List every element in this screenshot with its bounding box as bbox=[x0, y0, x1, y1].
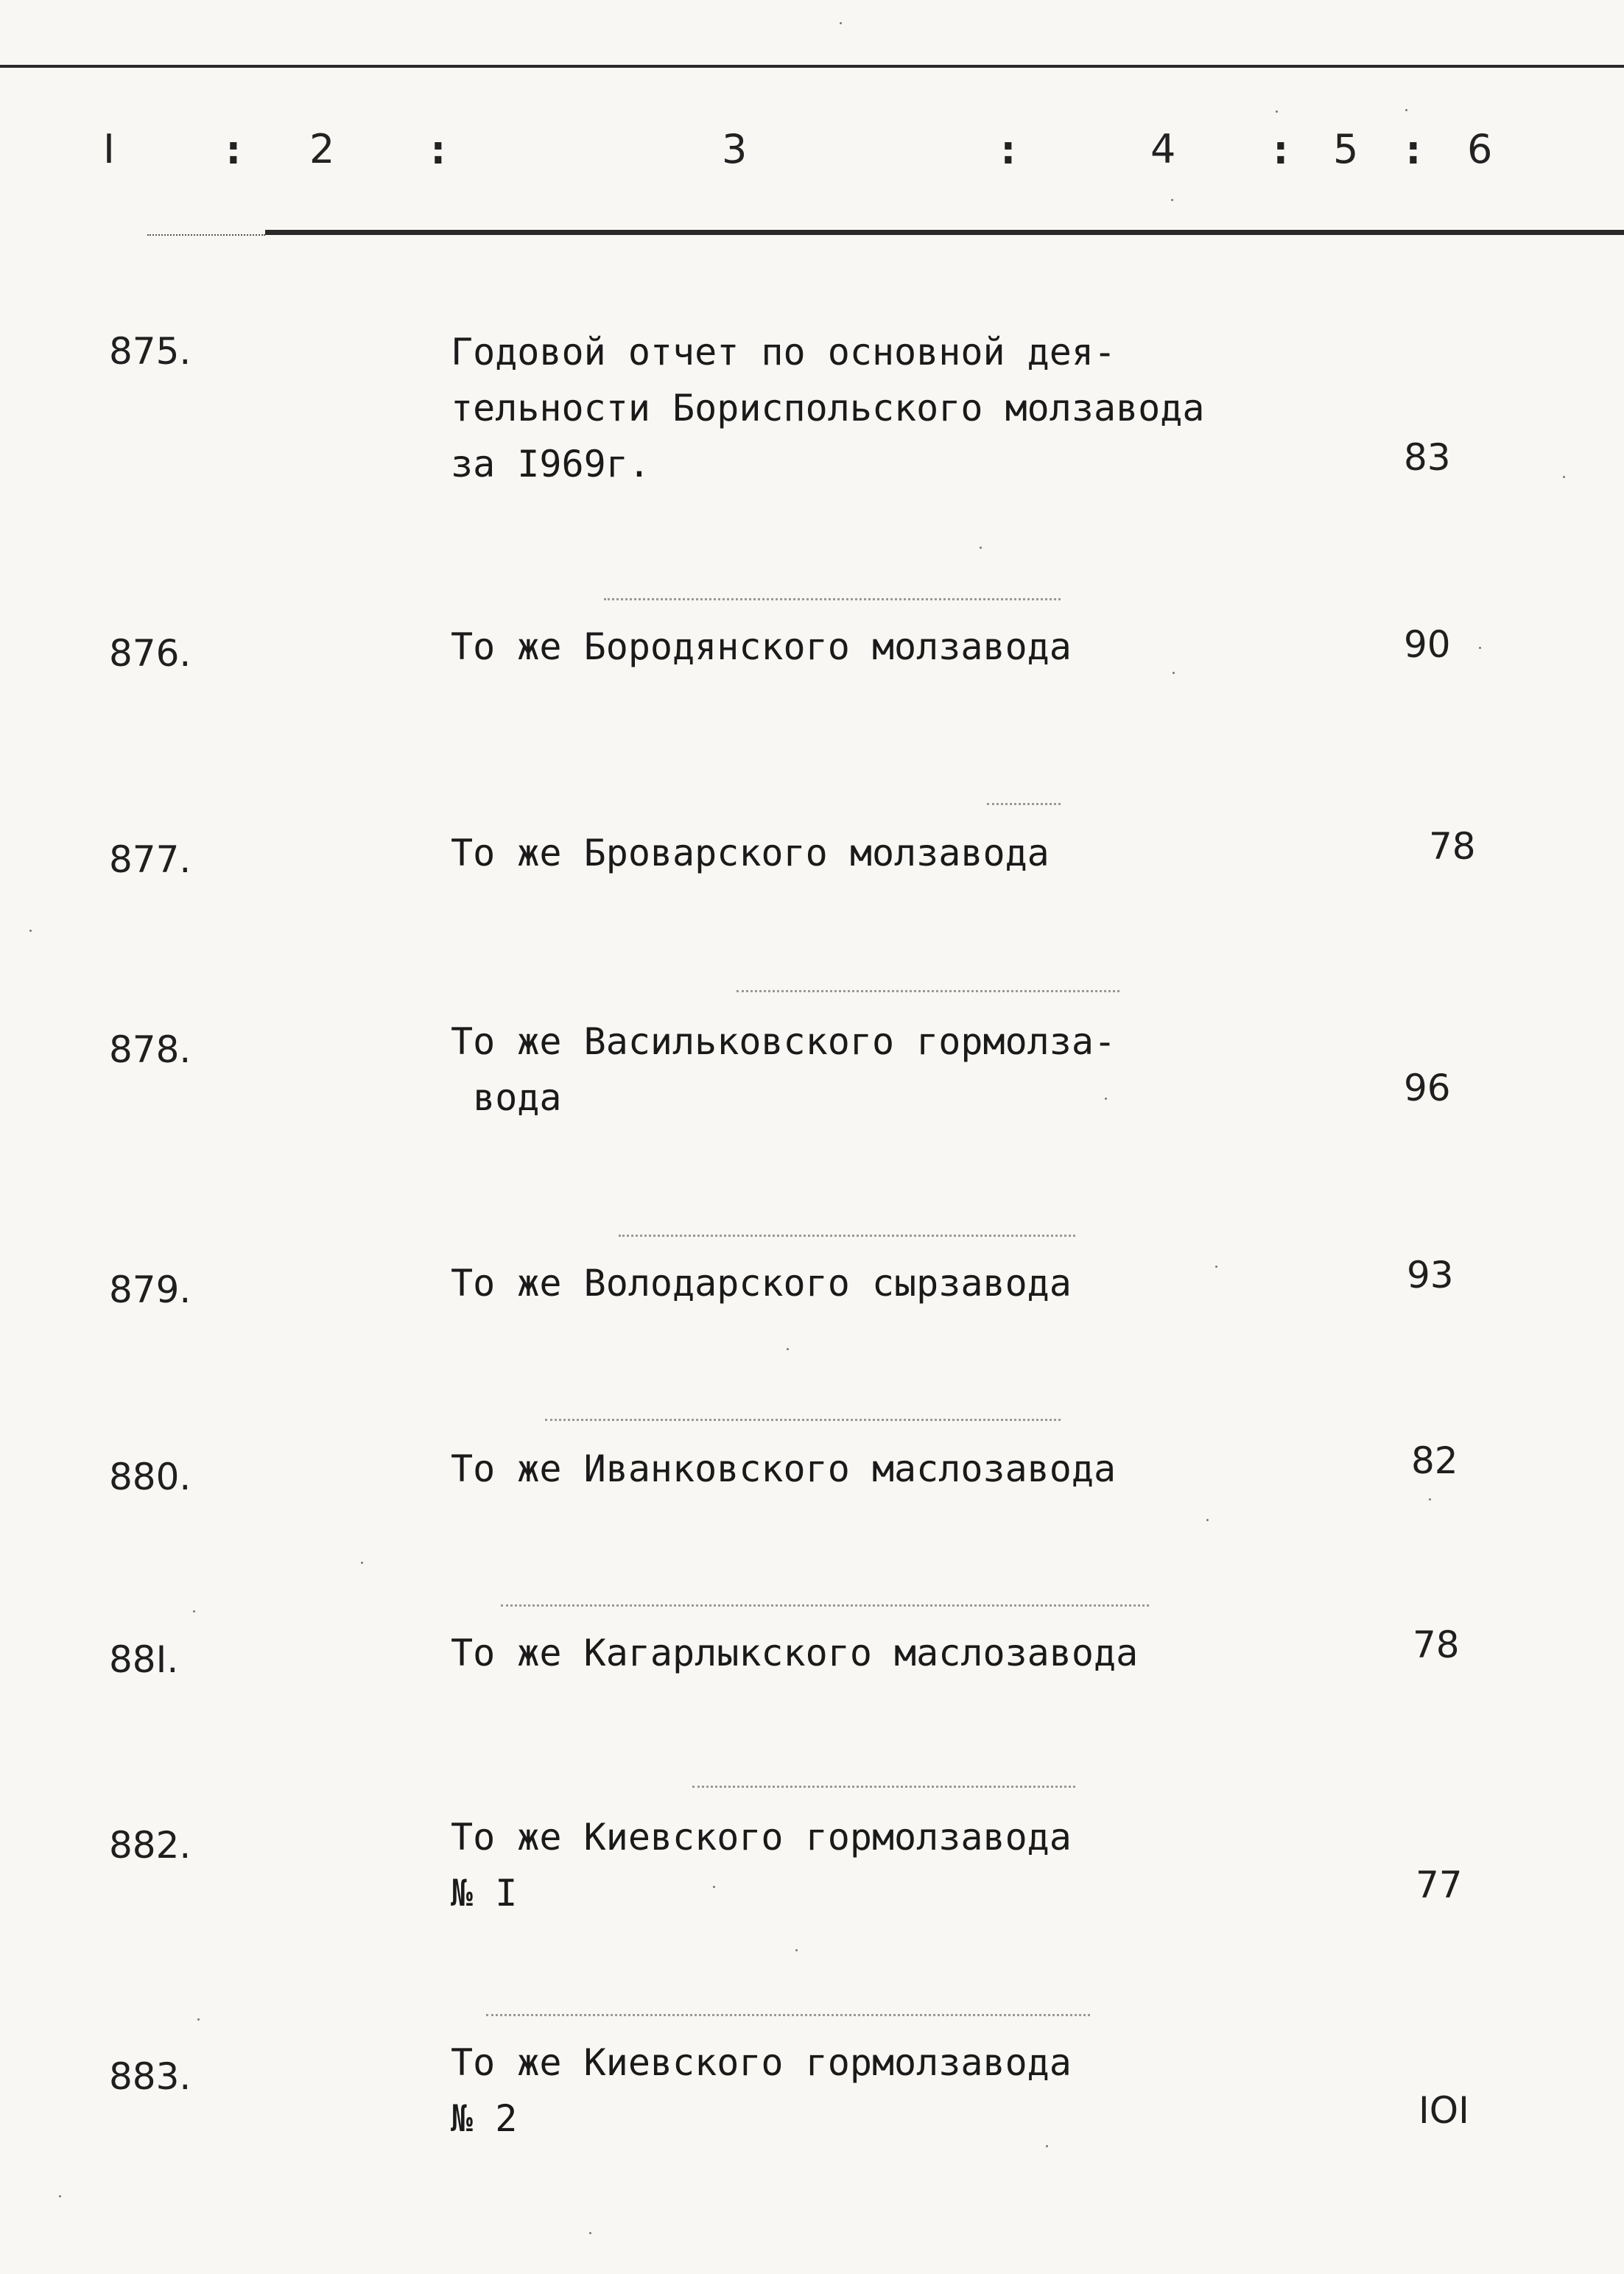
scan-speck bbox=[1405, 109, 1407, 111]
scan-speck bbox=[980, 547, 982, 549]
entry-title-line: То же Кагарлыкского маслозавода bbox=[451, 1632, 1139, 1674]
entry-number: 882. bbox=[109, 1824, 191, 1867]
header-bottom-rule-faint bbox=[147, 234, 265, 236]
column-separator: : bbox=[1268, 126, 1293, 174]
entry-title bbox=[451, 2035, 1335, 2147]
entry-title bbox=[451, 1625, 1335, 1681]
entry-title-line: То же Киевского гормолзавода bbox=[451, 2041, 1072, 2084]
entry-number: 883. bbox=[109, 2055, 191, 2098]
entry-title-line: тельности Бориспольского молзавода bbox=[451, 387, 1205, 429]
entry-title-line: № I bbox=[451, 1872, 518, 1915]
entry-sheet-count: 78 bbox=[1429, 825, 1476, 868]
scan-speck bbox=[1171, 199, 1173, 201]
entry-title bbox=[451, 1014, 1335, 1126]
faint-dotted-line bbox=[619, 1235, 1075, 1237]
scan-speck bbox=[193, 1610, 195, 1612]
column-header-4: 4 bbox=[1150, 126, 1176, 172]
entry-sheet-count: 78 bbox=[1413, 1624, 1460, 1666]
faint-dotted-line bbox=[737, 990, 1119, 992]
entry-sheet-count: 96 bbox=[1404, 1067, 1451, 1109]
entry-title bbox=[451, 619, 1335, 675]
entry-title-line: То же Иванковского маслозавода bbox=[451, 1447, 1117, 1490]
entry-number: 875. bbox=[109, 330, 191, 373]
header-top-rule bbox=[0, 65, 1624, 68]
entry-title bbox=[451, 1809, 1335, 1921]
scan-speck bbox=[1173, 672, 1175, 674]
faint-dotted-line bbox=[604, 598, 1061, 600]
entry-title bbox=[451, 825, 1335, 881]
faint-dotted-line bbox=[501, 1604, 1149, 1607]
column-separator: : bbox=[221, 126, 246, 174]
column-header-2: 2 bbox=[309, 126, 335, 172]
scan-speck bbox=[29, 930, 32, 932]
scan-speck bbox=[1479, 647, 1481, 649]
entry-title-line: То же Киевского гормолзавода bbox=[451, 1816, 1072, 1859]
column-header-1: I bbox=[103, 126, 115, 172]
scan-speck bbox=[589, 2232, 591, 2234]
column-separator: : bbox=[1401, 126, 1426, 174]
header-bottom-rule bbox=[265, 230, 1624, 235]
faint-dotted-line bbox=[987, 803, 1061, 805]
scan-speck bbox=[1563, 476, 1565, 478]
entry-title-line: То же Бородянского молзавода bbox=[451, 625, 1072, 668]
scan-speck bbox=[1215, 1266, 1217, 1268]
entry-title bbox=[451, 324, 1335, 492]
scan-speck bbox=[1276, 110, 1278, 113]
scan-speck bbox=[1105, 1098, 1107, 1100]
entry-title-line: Годовой отчет по основной дея- bbox=[451, 331, 1117, 373]
scan-speck bbox=[1429, 1498, 1431, 1501]
entry-title-line: за I969г. bbox=[451, 443, 650, 485]
entry-sheet-count: 90 bbox=[1404, 623, 1451, 666]
entry-number: 876. bbox=[109, 632, 191, 675]
entry-title-line: № 2 bbox=[451, 2097, 518, 2140]
entry-sheet-count: IOI bbox=[1419, 2089, 1469, 2132]
entry-title-line: То же Володарского сырзавода bbox=[451, 1262, 1072, 1305]
faint-dotted-line bbox=[486, 2014, 1090, 2016]
column-header-6: 6 bbox=[1467, 126, 1493, 172]
column-header-5: 5 bbox=[1333, 126, 1359, 172]
entry-sheet-count: 83 bbox=[1404, 436, 1451, 479]
column-header-3: 3 bbox=[722, 126, 748, 172]
scan-speck bbox=[787, 1348, 789, 1350]
scan-speck bbox=[59, 2195, 61, 2197]
entry-title-line: То же Васильковского гормолза- bbox=[451, 1020, 1117, 1063]
scan-speck bbox=[1206, 1519, 1209, 1521]
faint-dotted-line bbox=[692, 1786, 1075, 1788]
scan-speck bbox=[1046, 2145, 1048, 2147]
scan-speck bbox=[361, 1562, 363, 1564]
scan-speck bbox=[840, 22, 842, 24]
entry-number: 879. bbox=[109, 1268, 191, 1311]
entry-number: 88I. bbox=[109, 1638, 179, 1681]
entry-sheet-count: 82 bbox=[1411, 1439, 1458, 1482]
entry-title-line: То же Броварского молзавода bbox=[451, 832, 1050, 874]
entry-number: 880. bbox=[109, 1456, 191, 1498]
scan-speck bbox=[713, 1886, 715, 1888]
column-separator: : bbox=[426, 126, 451, 174]
entry-title bbox=[451, 1255, 1335, 1311]
faint-dotted-line bbox=[545, 1419, 1061, 1421]
entry-sheet-count: 77 bbox=[1416, 1864, 1463, 1906]
scan-speck bbox=[197, 2018, 200, 2021]
entry-number: 878. bbox=[109, 1028, 191, 1071]
scan-speck bbox=[795, 1949, 798, 1951]
entry-title bbox=[451, 1441, 1335, 1497]
entry-number: 877. bbox=[109, 838, 191, 881]
entry-title-line: вода bbox=[451, 1076, 562, 1119]
entry-sheet-count: 93 bbox=[1407, 1254, 1454, 1296]
column-separator: : bbox=[996, 126, 1021, 174]
